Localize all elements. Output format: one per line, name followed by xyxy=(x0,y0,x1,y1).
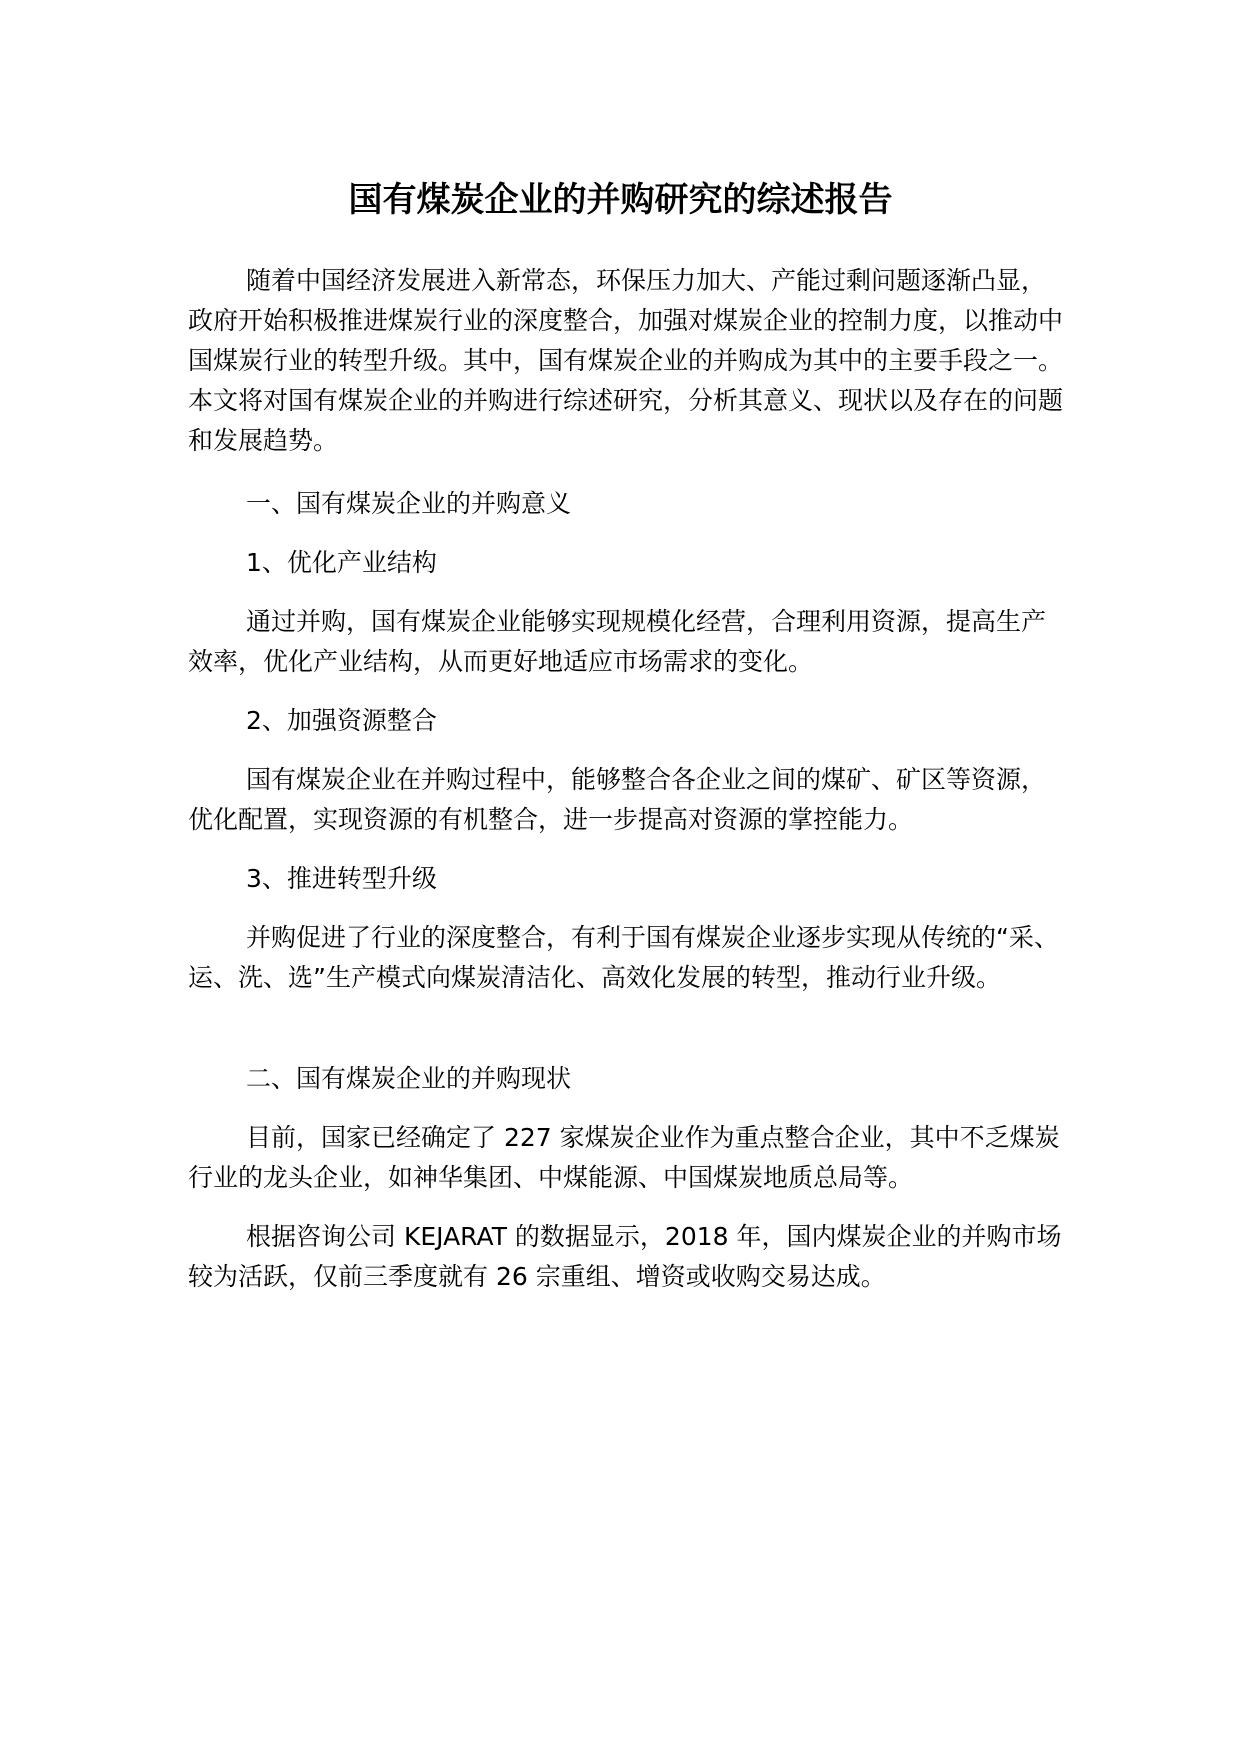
section-heading-1: 一、国有煤炭企业的并购意义 xyxy=(246,489,572,518)
intro-paragraph: 随着中国经济发展进入新常态，环保压力加大、产能过剩问题逐渐凸显，政府开始积极推进煤炭行业的深度整合，加强对煤炭企业的控制力度，以推动中国煤炭行业的转型升级。其中，国有煤炭企业的并购成为其中的主要手段之一。本文将对国有煤炭企业的并购进行综述研究，分析其意义、现状以及存在的问题和发展趋势。 xyxy=(188,266,1064,455)
paragraph-1-2: 国有煤炭企业在并购过程中，能够整合各企业之间的煤矿、矿区等资源，优化配置，实现资源的有机整合，进一步提高对资源的掌控能力。 xyxy=(188,765,1047,834)
paragraph-1-3: 并购促进了行业的深度整合，有利于国有煤炭企业逐步实现从传统的“采、运、洗、选”生产模式向煤炭清洁化、高效化发展的转型，推动行业升级。 xyxy=(188,923,1059,992)
paragraph-2-1: 目前，国家已经确定了 227 家煤炭企业作为重点整合企业，其中不乏煤炭行业的龙头企业，如神华集团、中煤能源、中国煤炭地质总局等。 xyxy=(188,1123,1060,1192)
subheading-1-1: 1、优化产业结构 xyxy=(246,548,437,577)
section-heading-2: 二、国有煤炭企业的并购现状 xyxy=(246,1064,572,1093)
subheading-1-2: 2、加强资源整合 xyxy=(246,706,437,735)
paragraph-2-2: 根据咨询公司 KEJARAT 的数据显示，2018 年，国内煤炭企业的并购市场较为活跃，仅前三季度就有 26 宗重组、增资或收购交易达成。 xyxy=(188,1222,1062,1291)
paragraph-1-1: 通过并购，国有煤炭企业能够实现规模化经营，合理利用资源，提高生产效率，优化产业结构，从而更好地适应市场需求的变化。 xyxy=(188,607,1047,676)
document-title: 国有煤炭企业的并购研究的综述报告 xyxy=(348,180,893,220)
subheading-1-3: 3、推进转型升级 xyxy=(246,864,437,893)
